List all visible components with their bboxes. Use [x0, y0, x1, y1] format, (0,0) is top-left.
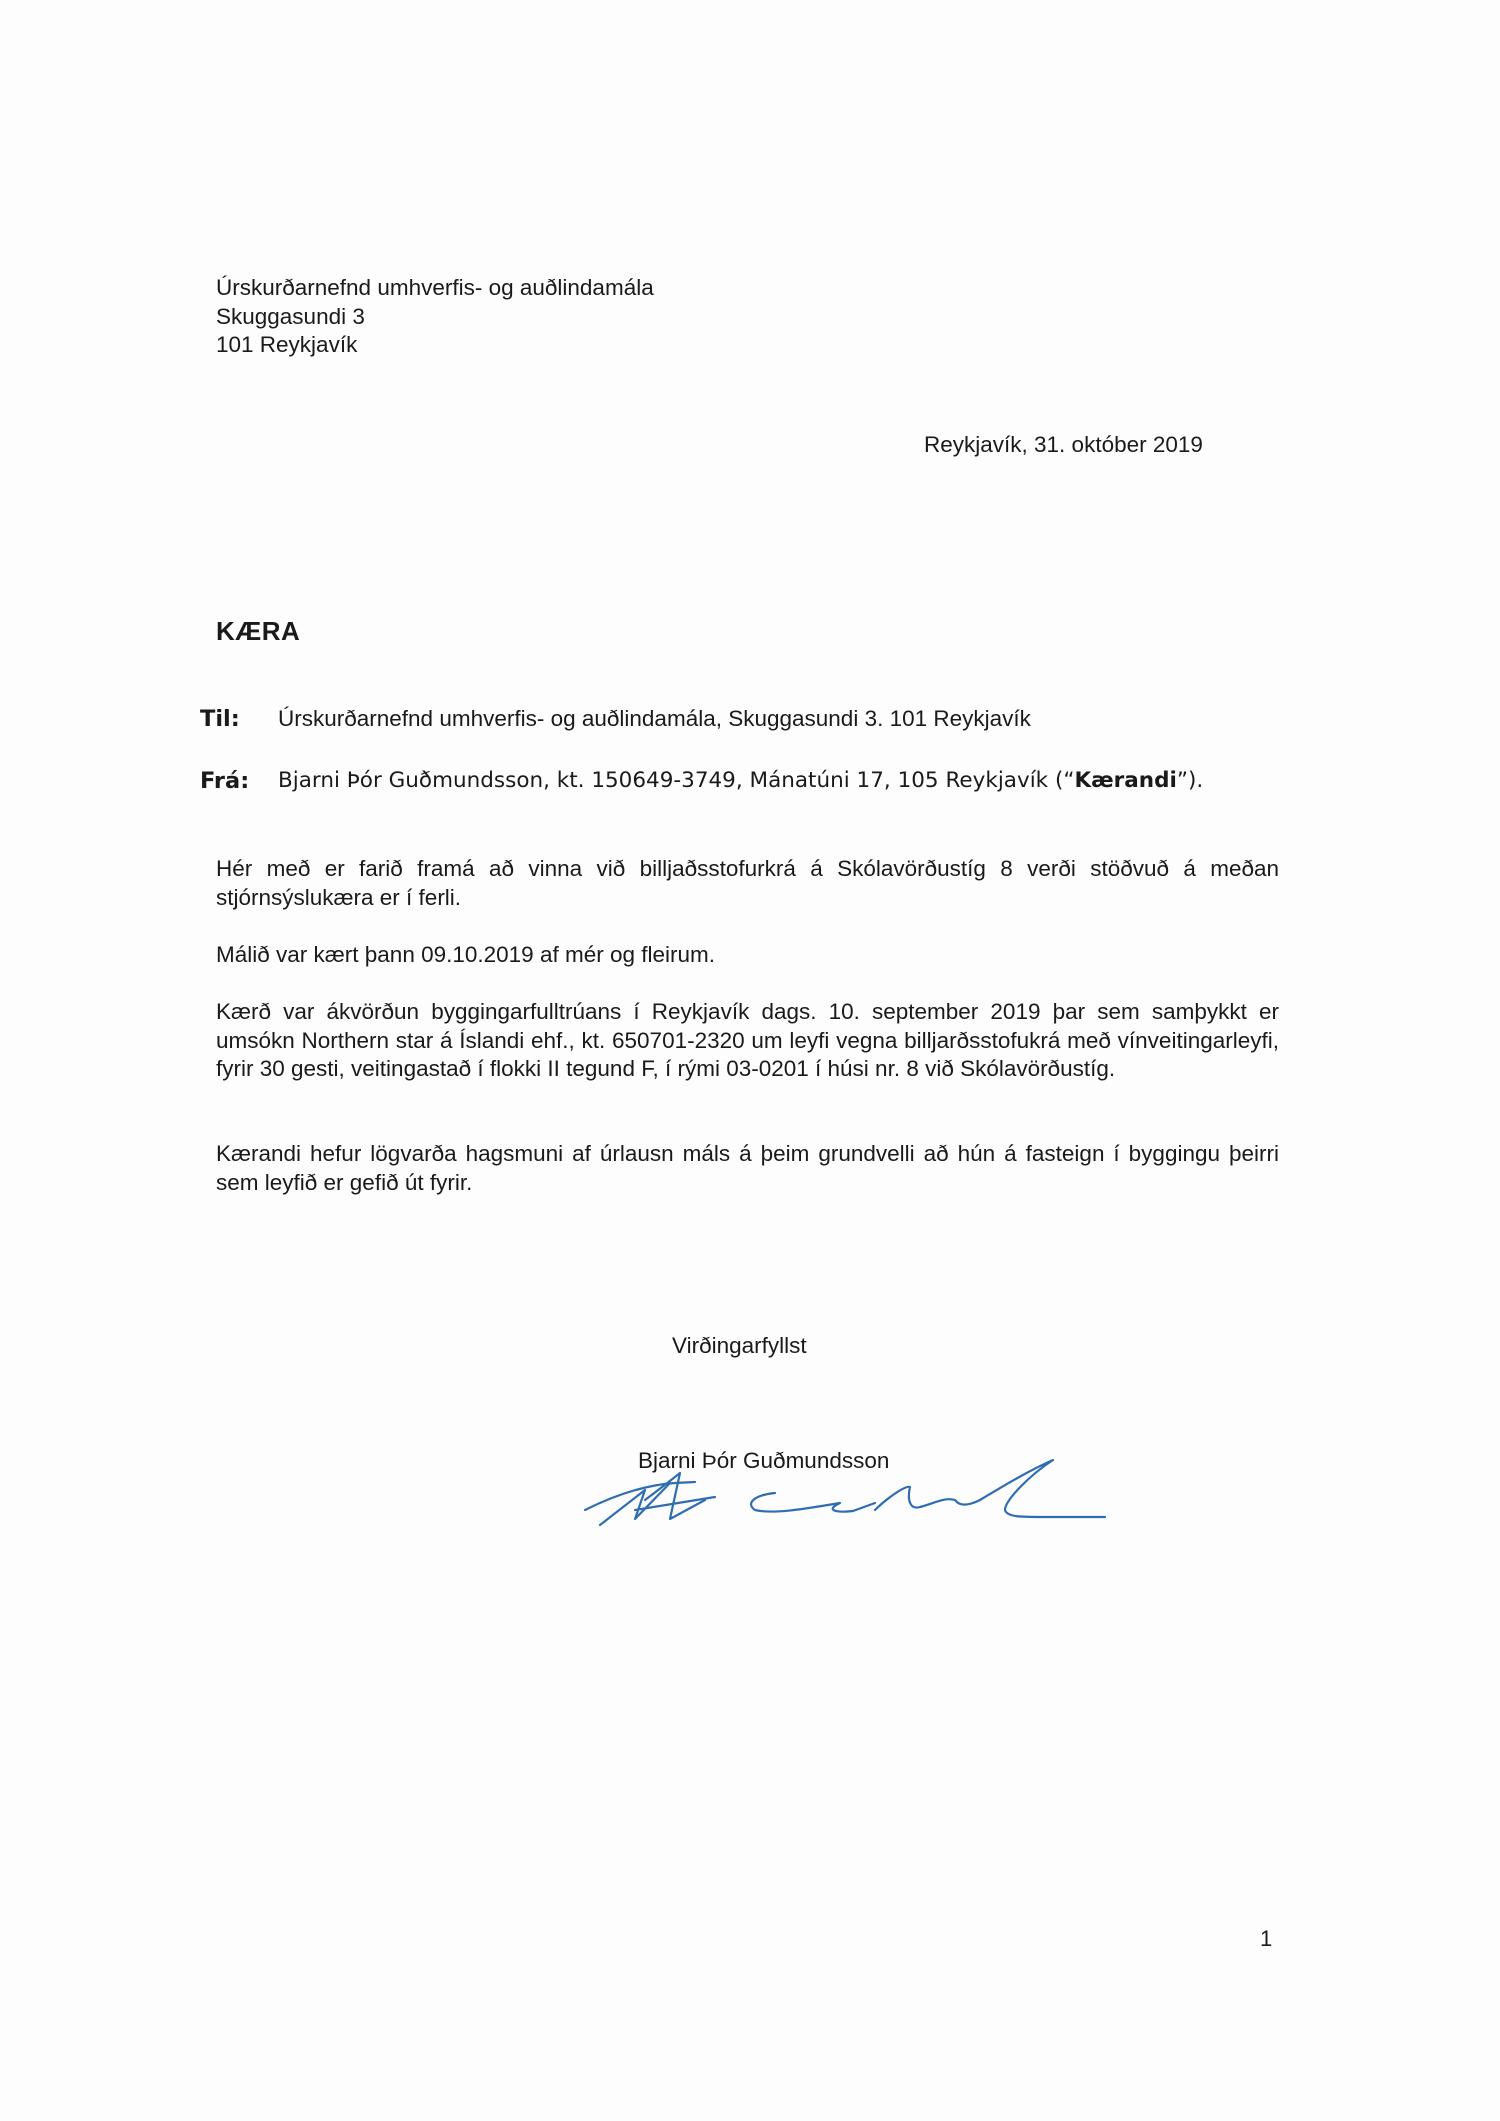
- handwritten-signature: [575, 1455, 1115, 1535]
- from-value-text: Bjarni Þór Guðmundsson, kt. 150649-3749, Mánatúni 17, 105 Reykjavík (“: [278, 768, 1075, 793]
- signature-stroke: [875, 1487, 980, 1510]
- paragraph-request: Hér með er farið framá að vinna við billjaðsstofurkrá á Skólavörðustíg 8 verði stöðvuð á meðan stjórnsýslukæra er í ferli.: [216, 856, 1279, 910]
- page-number: 1: [1260, 1926, 1273, 1951]
- to-label: Til:: [200, 706, 240, 732]
- recipient-street: Skuggasundi 3: [216, 303, 365, 329]
- signature-stroke: [980, 1460, 1105, 1517]
- closing-salutation: Virðingarfyllst: [672, 1333, 807, 1358]
- signature-stroke: [645, 1473, 705, 1519]
- paragraph-interest: Kærandi hefur lögvarða hagsmuni af úrlausn máls á þeim grundvelli að hún á fasteign í byggingu þeirri sem leyfið er gefið út fyrir.: [216, 1141, 1279, 1195]
- paragraph-decision: Kærð var ákvörðun byggingarfulltrúans í Reykjavík dags. 10. september 2019 þar sem samþykkt er umsókn Northern star á Íslandi ehf., kt. 650701-2320 um leyfi vegna billjarðsstofukrá með vínveitingarleyfi, fyrir 30 gesti, veitingastað í flokki II tegund F, í rými 03-0201 í húsi nr. 8 við Skólavörðustíg.: [216, 999, 1279, 1081]
- from-value-closing: ”).: [1176, 768, 1204, 793]
- recipient-name: Úrskurðarnefnd umhverfis- og auðlindamála: [216, 275, 654, 300]
- signature-stroke: [751, 1493, 875, 1512]
- paragraph-complaint-date: Málið var kært þann 09.10.2019 af mér og fleirum.: [216, 942, 715, 967]
- recipient-city: 101 Reykjavík: [216, 332, 358, 357]
- from-value-defined-term: Kærandi: [1074, 768, 1177, 793]
- from-label: Frá:: [200, 768, 250, 794]
- document-heading: KÆRA: [216, 616, 301, 646]
- to-value: Úrskurðarnefnd umhverfis- og auðlindamála, Skuggasundi 3. 101 Reykjavík: [278, 706, 1031, 731]
- from-value: [278, 768, 1203, 793]
- date-line: Reykjavík, 31. október 2019: [924, 432, 1203, 457]
- recipient-address: [216, 274, 654, 360]
- signer-name: Bjarni Þór Guðmundsson: [638, 1448, 890, 1473]
